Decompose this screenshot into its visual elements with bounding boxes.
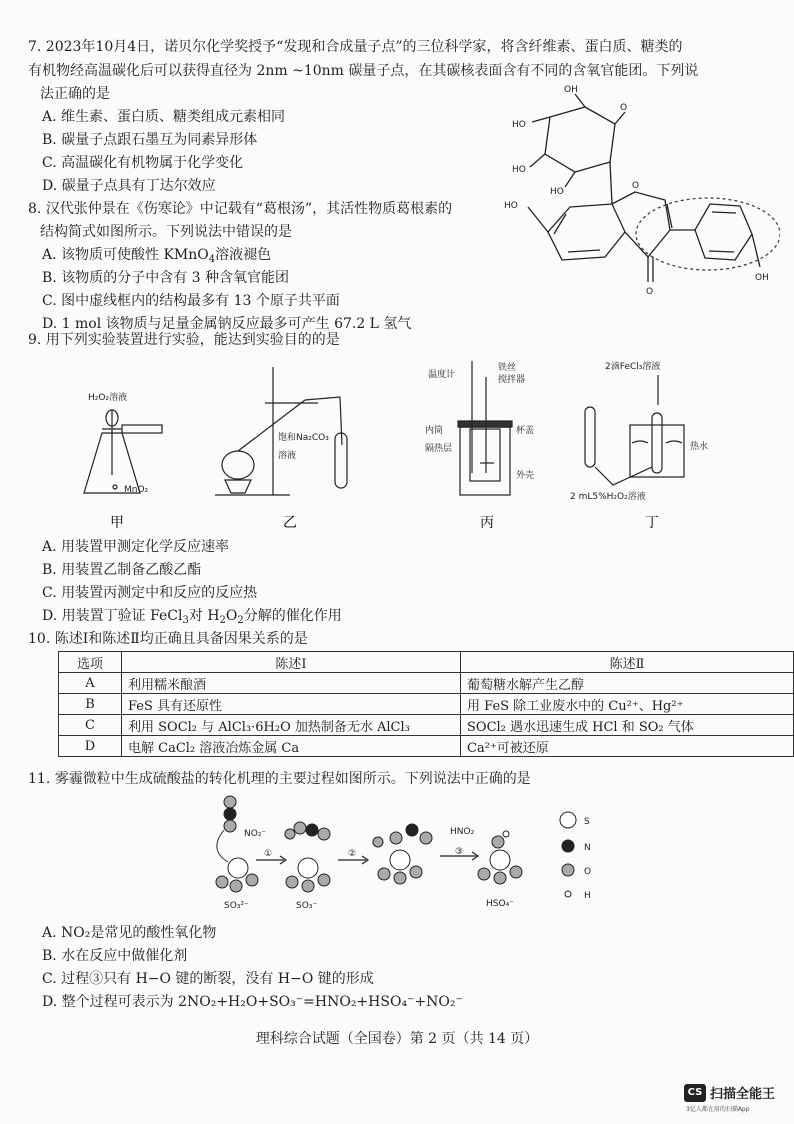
legend-h-circle [565,891,571,897]
label-so3-minus: SO₃⁻ [296,901,318,911]
q11-option-c: C. 过程③只有 H−O 键的断裂，没有 H−O 键的形成 [42,971,374,987]
q8-stem-line2: 结构简式如图所示。下列说法中错误的是 [40,224,292,240]
q7-stem-line2: 有机物经高温碳化后可以获得直径为 2nm ~10nm 碳量子点，在其碳核表面含有不同的含氧官能团。下列说 [28,63,699,79]
q9-option-a: A. 用装置甲测定化学反应速率 [42,539,230,555]
q9-option-d: D. 用装置丁验证 FeCl$_3$对 $H_2O_2$分解的催化作用 [42,608,342,626]
scanner-app-name: 扫描全能王 [710,1087,776,1102]
legend-s-circle [560,812,576,828]
legend-h: H [584,891,591,901]
page-footer: 理科综合试题（全国卷）第 2 页（共 14 页） [255,1031,539,1047]
apparatus-ding [585,375,684,485]
q8-option-c: C. 图中虚线框内的结构最多有 13 个原子共平面 [42,293,340,309]
apparatus-yi [215,367,347,495]
q9-option-b: B. 用装置乙制备乙酸乙酯 [42,562,202,578]
legend-o: O [584,867,592,877]
scanner-watermark [684,1083,775,1102]
q11-option-d: D. 整个过程可表示为 2NO₂+H₂O+SO₃⁻=HNO₂+HSO₄⁻+NO₂⁻ [42,994,463,1010]
table-row [59,715,794,736]
label-ho-left: HO [512,120,526,130]
scanner-logo-icon: CS [684,1084,706,1102]
legend [560,812,576,897]
puerarin-structure [490,82,780,332]
header-option: 选项 [59,652,122,673]
q11-stem: 11. 雾霾微粒中生成硫酸盐的转化机理的主要过程如图所示。下列说法中正确的是 [28,771,531,787]
row-a-statement-1: 利用糯米酿酒 [122,673,461,694]
q11-mechanism-figure [200,790,620,922]
row-d-option: D [59,736,122,757]
q11-option-a: A. NO₂是常见的酸性氧化物 [42,925,217,941]
legend-n: N [584,843,591,853]
ding-label-top: 2滴FeCl₃溶液 [605,362,661,372]
label-hno2: HNO₂ [450,827,475,837]
legend-n-circle [562,840,574,852]
ding-label-hot: 热水 [690,442,709,452]
bing-label-stirrer-1: 铁丝 [498,363,517,373]
bing-label-thermo: 温度计 [428,370,456,380]
label-step-2: ② [348,849,357,859]
bing-label-inner: 内筒 [425,426,444,436]
label-o-pyran: O [632,181,640,191]
table-header-row [59,652,794,673]
caption-yi: 乙 [283,515,297,531]
jia-label-h2o2: H₂O₂溶液 [88,393,128,403]
label-o-ring: O [620,103,628,113]
label-o-keto: O [646,287,654,297]
q7-option-a: A. 维生素、蛋白质、糖类组成元素相同 [42,109,286,125]
q8-stem-line1: 8. 汉代张仲景在《伤寒论》中记载有“葛根汤”，其活性物质葛根素的 [28,201,453,217]
q7-stem-line3: 法正确的是 [40,86,110,102]
yi-label-2: 溶液 [278,451,297,461]
q8-option-d: D. 1 mol 该物质与足量金属钠反应最多可产生 67.2 L 氢气 [42,316,412,332]
q9-option-c: C. 用装置丙测定中和反应的反应热 [42,585,258,601]
header-statement-1: 陈述Ⅰ [122,652,461,673]
ding-label-bottom: 2 mL5%H₂O₂溶液 [570,492,646,502]
row-d-statement-2: Ca²⁺可被还原 [461,736,794,757]
label-so3-2minus: SO₃²⁻ [224,901,249,911]
yi-label-1: 饱和Na₂CO₃ [278,433,329,443]
table-row [59,694,794,715]
row-c-option: C [59,715,122,736]
q7-stem-line1: 7. 2023年10月4日，诺贝尔化学奖授予“发现和合成量子点”的三位科学家，将含纤维素、蛋白质、糖类的 [28,39,683,55]
row-b-statement-2: 用 FeS 除工业废水中的 Cu²⁺、Hg²⁺ [461,694,794,715]
label-step-1: ① [264,849,273,859]
caption-bing: 丙 [480,515,494,531]
caption-jia: 甲 [110,515,124,531]
label-step-3: ③ [455,847,464,857]
q8-option-a: A. 该物质可使酸性 KMnO$_4$溶液褪色 [42,247,272,265]
bing-label-stirrer-2: 搅拌器 [498,375,526,385]
label-ho-mid: HO [512,165,526,175]
q11-option-b: B. 水在反应中做催化剂 [42,948,188,964]
jia-label-mno2: MnO₂ [124,485,149,495]
mechanism-arrows [256,852,478,864]
bing-label-outer: 外壳 [516,471,535,481]
apparatus-jia [84,410,162,493]
q9-apparatus-figure [40,355,770,535]
caption-ding: 丁 [645,515,659,531]
benzene-ring-a [548,204,625,260]
label-ho-low: HO [550,187,564,197]
table-row [59,673,794,694]
label-ho-ring: HO [504,201,518,211]
row-c-statement-2: SOCl₂ 遇水迅速生成 HCl 和 SO₂ 气体 [461,715,794,736]
label-oh-top: OH [564,85,578,95]
row-c-statement-1: 利用 SOCl₂ 与 AlCl₃·6H₂O 加热制备无水 AlCl₃ [122,715,461,736]
row-a-option: A [59,673,122,694]
row-b-option: B [59,694,122,715]
q10-stem: 10. 陈述Ⅰ和陈述Ⅱ均正确且具备因果关系的是 [28,631,308,647]
label-oh-phenol: OH [755,273,769,283]
bing-label-insul: 隔热层 [425,444,453,454]
table-row [59,736,794,757]
label-hso4-minus: HSO₄⁻ [486,899,514,909]
mechanism-molecules [216,796,522,892]
legend-o-circle [562,864,574,876]
q7-option-d: D. 碳量子点具有丁达尔效应 [42,178,216,194]
row-d-statement-1: 电解 CaCl₂ 溶液冶炼金属 Ca [122,736,461,757]
q9-stem: 9. 用下列实验装置进行实验，能达到实验目的的是 [28,332,340,348]
row-a-statement-2: 葡萄糖水解产生乙醇 [461,673,794,694]
glucose-ring [545,107,615,172]
q7-option-b: B. 碳量子点跟石墨互为同素异形体 [42,132,258,148]
q7-option-c: C. 高温碳化有机物属于化学变化 [42,155,244,171]
scanner-tagline: 3亿人都在用的扫描App [686,1106,750,1113]
label-no2-minus: NO₂⁻ [244,829,267,839]
legend-s: S [584,817,590,827]
q10-table [58,651,794,757]
bing-label-lid: 杯盖 [516,426,535,436]
q8-option-b: B. 该物质的分子中含有 3 种含氧官能团 [42,270,289,286]
row-b-statement-1: FeS 具有还原性 [122,694,461,715]
header-statement-2: 陈述Ⅱ [461,652,794,673]
